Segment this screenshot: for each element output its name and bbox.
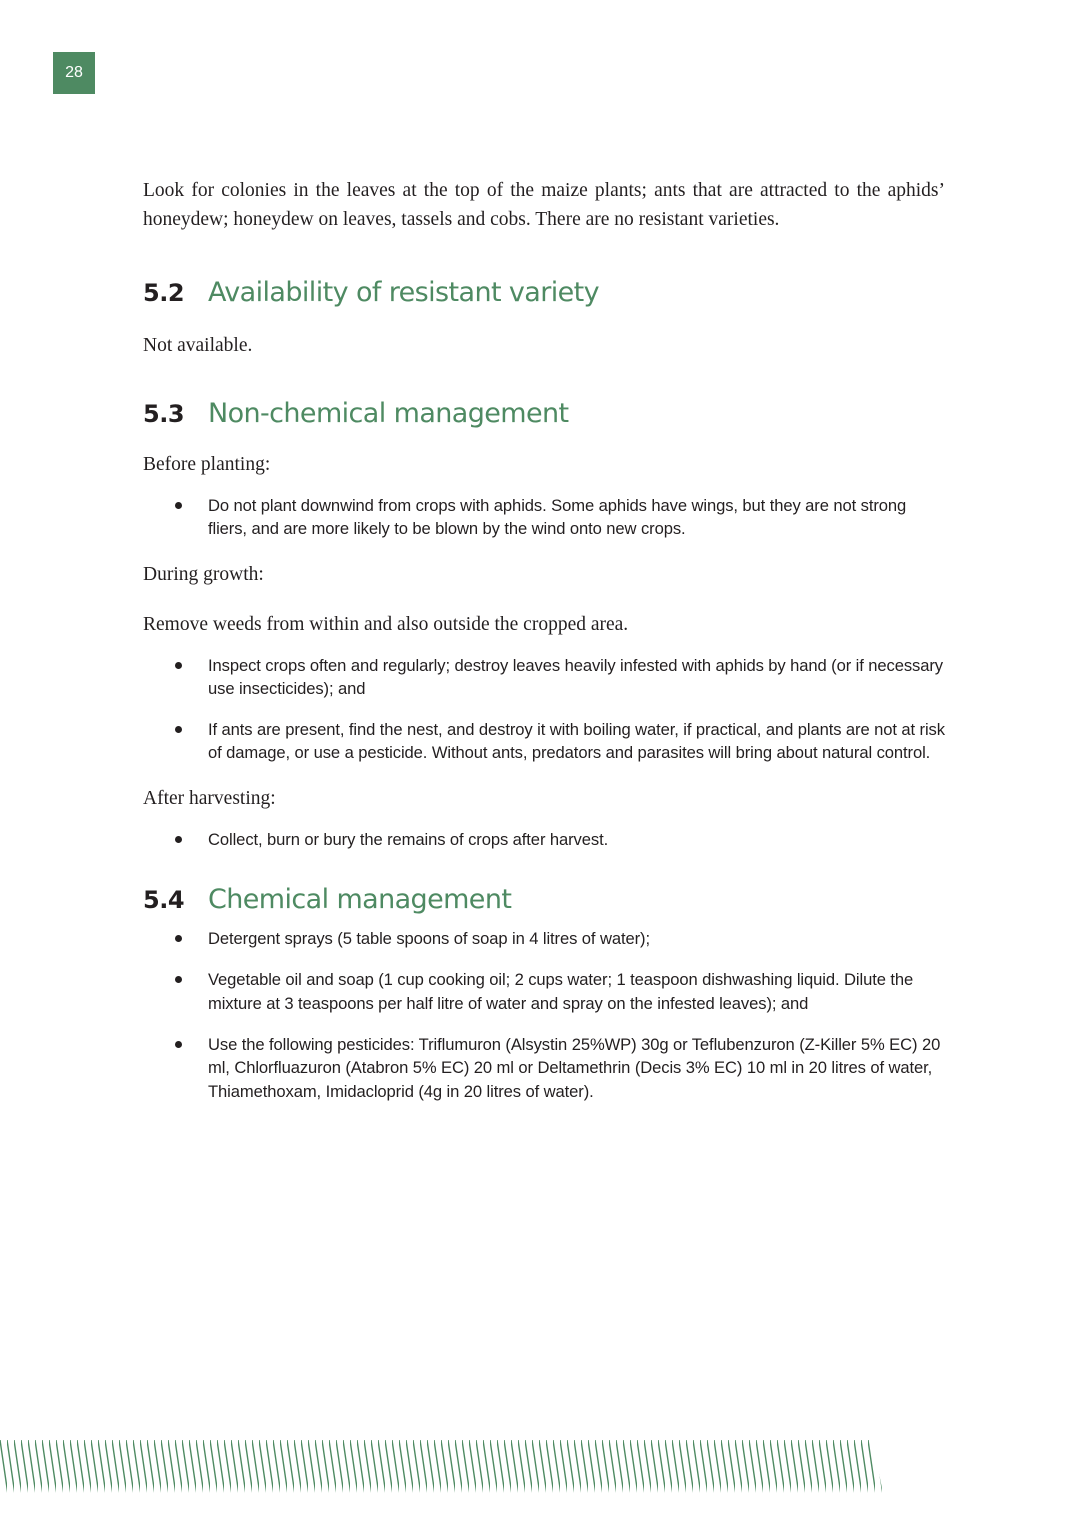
resistant-variety-text: Not available. — [143, 335, 253, 356]
before-planting-list — [143, 494, 945, 541]
list-item-text: Do not plant downwind from crops with aphids. Some aphids have wings, but they are not strong fliers, and are more likely to be blown by the wind onto new crops. — [208, 496, 907, 539]
page-number: 28 — [65, 64, 83, 81]
list-item — [143, 968, 945, 1015]
page-content — [143, 176, 945, 1103]
during-growth-list — [143, 654, 945, 765]
section-heading-5-3 — [143, 398, 945, 429]
section-heading-5-4 — [143, 884, 945, 915]
section-heading-5-2 — [143, 277, 945, 308]
list-item — [143, 494, 945, 541]
list-item — [143, 828, 945, 851]
section-number: 5.4 — [143, 886, 185, 915]
bullet-icon — [175, 502, 182, 509]
bullet-icon — [175, 935, 182, 942]
intro-paragraph: Look for colonies in the leaves at the top of the maize plants; ants that are attracted to the aphids’ honeydew; honeydew on leaves, tassels and cobs. There are no resistant varieties. — [143, 180, 945, 230]
section-number: 5.3 — [143, 400, 185, 428]
chemical-management-list — [143, 927, 945, 1103]
during-growth-text: Remove weeds from within and also outside the cropped area. — [143, 613, 629, 635]
after-harvesting-list — [143, 828, 945, 851]
bullet-icon — [175, 836, 182, 843]
list-item-text: Use the following pesticides: Triflumuron (Alsystin 25%WP) 30g or Teflubenzuron (Z-Killer 5% EC) 20 ml, Chlorfluazuron (Atabron 5% EC) 20 ml or Deltamethrin (Decis 3% EC) 10 ml in 20 litres of water, Thiamethoxam, Imidacloprid (4g in 20 litres of water). — [208, 1034, 941, 1101]
list-item-text: Collect, burn or bury the remains of crops after harvest. — [208, 829, 609, 849]
list-item — [143, 1033, 945, 1103]
bullet-icon — [175, 976, 182, 983]
list-item — [143, 927, 945, 950]
before-planting-label: Before planting: — [143, 454, 271, 475]
section-number: 5.2 — [143, 279, 185, 307]
section-title: Non-chemical management — [208, 398, 569, 429]
bullet-icon — [175, 1041, 182, 1048]
list-item — [143, 654, 945, 701]
bullet-icon — [175, 662, 182, 669]
during-growth-label: During growth: — [143, 563, 264, 585]
section-title: Chemical management — [208, 884, 512, 916]
after-harvesting-label: After harvesting: — [143, 787, 276, 809]
page-number-badge — [53, 52, 95, 94]
list-item-text: Vegetable oil and soap (1 cup cooking oil; 2 cups water; 1 teaspoon dishwashing liquid. Dilute the mixture at 3 teaspoons per half litre of water and spray on the infested leaves); and — [208, 970, 914, 1013]
decorative-stripe-pattern — [0, 1440, 892, 1536]
list-item-text: If ants are present, find the nest, and destroy it with boiling water, if practical, and plants are not at risk of damage, or use a pesticide. Without ants, predators and parasites will bring about natural control. — [208, 720, 945, 763]
list-item-text: Inspect crops often and regularly; destroy leaves heavily infested with aphids by hand (or if necessary use insecticides); and — [208, 655, 943, 698]
list-item — [143, 718, 945, 765]
section-title: Availability of resistant variety — [208, 277, 600, 308]
list-item-text: Detergent sprays (5 table spoons of soap in 4 litres of water); — [208, 929, 650, 949]
bullet-icon — [175, 726, 182, 733]
